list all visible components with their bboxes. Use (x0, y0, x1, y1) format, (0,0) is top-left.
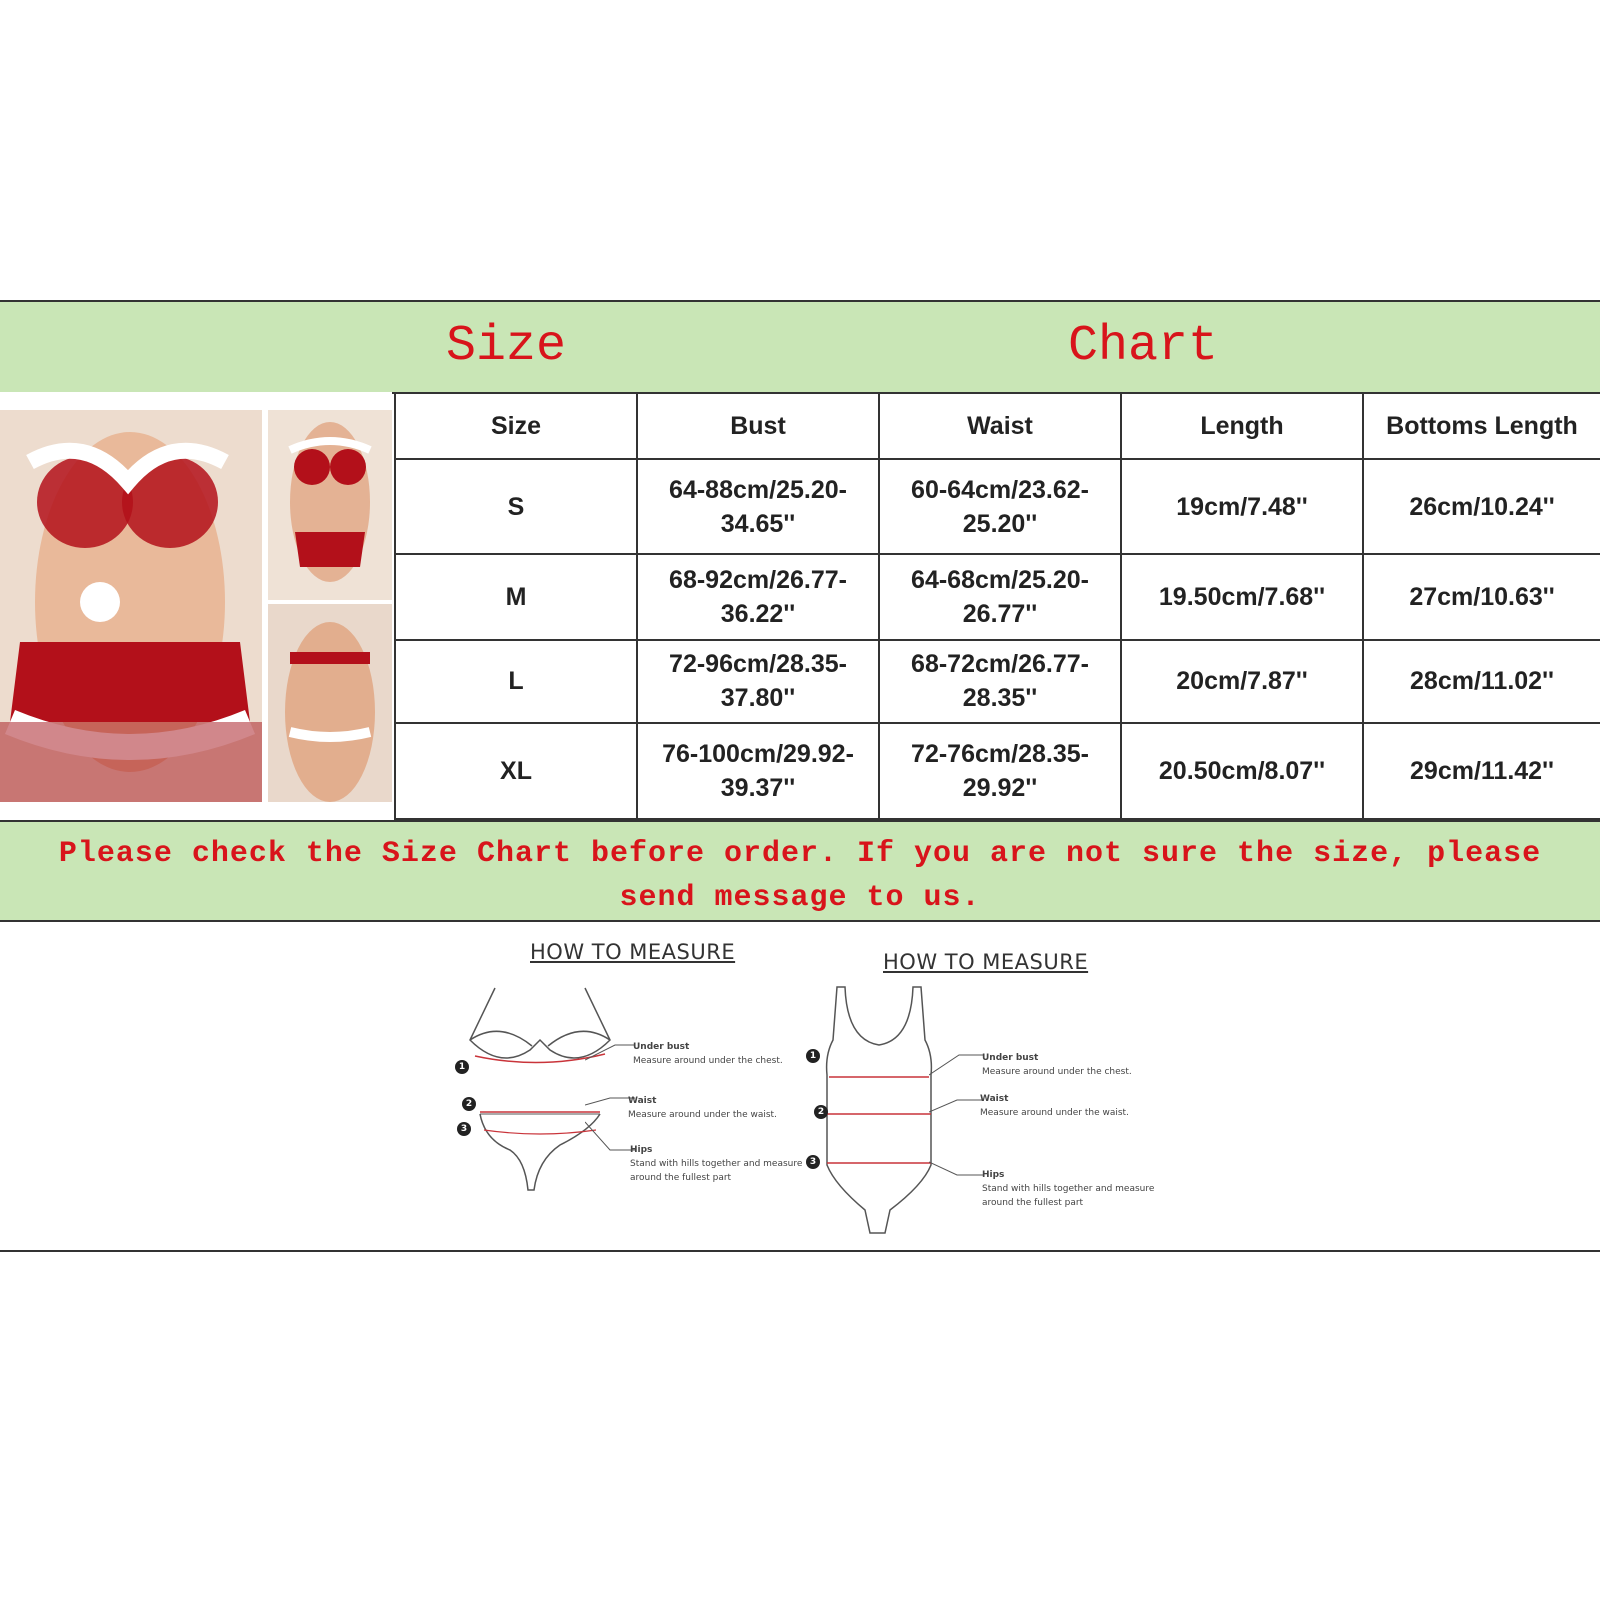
annotation-hips-desc: Stand with hills together and measure around the fullest part (982, 1184, 1155, 1208)
cell-bottoms-length: 26cm/10.24'' (1363, 459, 1600, 553)
annotation-under-bust-desc: Measure around under the chest. (982, 1067, 1132, 1077)
cell-bust: 68-92cm/26.77-36.22'' (637, 554, 879, 640)
annotation-hips-right (982, 1168, 1167, 1210)
cell-bottoms-length: 28cm/11.02'' (1363, 640, 1600, 722)
badge-2-icon: 2 (462, 1097, 476, 1111)
cell-bust: 76-100cm/29.92-39.37'' (637, 723, 879, 820)
annotation-hips-desc: Stand with hills together and measure around the fullest part (630, 1159, 803, 1183)
title-band (0, 300, 1600, 394)
cell-waist: 72-76cm/28.35-29.92'' (879, 723, 1121, 820)
annotation-under-bust-label: Under bust (633, 1042, 690, 1052)
table-row (395, 723, 1600, 820)
annotation-hips-label: Hips (982, 1170, 1005, 1180)
annotation-waist-right (980, 1092, 1180, 1120)
annotation-under-bust-desc: Measure around under the chest. (633, 1056, 783, 1066)
annotation-under-bust-right (982, 1051, 1182, 1079)
title-size-word: Size (446, 318, 567, 375)
cell-waist: 68-72cm/26.77-28.35'' (879, 640, 1121, 722)
header-size: Size (395, 393, 637, 459)
badge-3-icon: 3 (806, 1155, 820, 1169)
cell-length: 20cm/7.87'' (1121, 640, 1363, 722)
cell-size: S (395, 459, 637, 553)
annotation-hips-left (630, 1143, 810, 1185)
product-photo (0, 392, 392, 820)
product-photo-graphic (0, 392, 392, 820)
cell-waist: 60-64cm/23.62-25.20'' (879, 459, 1121, 553)
annotation-waist-desc: Measure around under the waist. (628, 1110, 777, 1120)
badge-1-icon: 1 (806, 1049, 820, 1063)
bodysuit-diagram (815, 985, 945, 1235)
cell-length: 20.50cm/8.07'' (1121, 723, 1363, 820)
annotation-under-bust-label: Under bust (982, 1053, 1039, 1063)
cell-length: 19.50cm/7.68'' (1121, 554, 1363, 640)
header-bottoms-length: Bottoms Length (1363, 393, 1600, 459)
cell-length: 19cm/7.48'' (1121, 459, 1363, 553)
badge-2-icon: 2 (814, 1105, 828, 1119)
annotation-waist-label: Waist (628, 1096, 657, 1106)
measure-title-left: HOW TO MEASURE (530, 940, 736, 964)
cell-bottoms-length: 27cm/10.63'' (1363, 554, 1600, 640)
annotation-waist-desc: Measure around under the waist. (980, 1108, 1129, 1118)
title-chart-word: Chart (1068, 318, 1219, 375)
table-header-row (395, 393, 1600, 459)
cell-bust: 64-88cm/25.20-34.65'' (637, 459, 879, 553)
cell-bottoms-length: 29cm/11.42'' (1363, 723, 1600, 820)
annotation-under-bust-left (633, 1040, 833, 1068)
measure-title-right: HOW TO MEASURE (883, 950, 1089, 974)
annotation-waist-label: Waist (980, 1094, 1009, 1104)
cell-bust: 72-96cm/28.35-37.80'' (637, 640, 879, 722)
annotation-hips-label: Hips (630, 1145, 653, 1155)
annotation-waist-left (628, 1094, 828, 1122)
table-row (395, 640, 1600, 722)
badge-1-icon: 1 (455, 1060, 469, 1074)
size-table (394, 392, 1600, 820)
badge-3-icon: 3 (457, 1122, 471, 1136)
table-row (395, 459, 1600, 553)
table-row (395, 554, 1600, 640)
cell-size: XL (395, 723, 637, 820)
bottom-divider (0, 1250, 1600, 1252)
notice-band (0, 820, 1600, 922)
leader-lines-right (929, 1050, 984, 1180)
cell-waist: 64-68cm/25.20-26.77'' (879, 554, 1121, 640)
notice-text: Please check the Size Chart before order. If you are not sure the size, please send message to us. (58, 837, 1542, 915)
header-length: Length (1121, 393, 1363, 459)
cell-size: M (395, 554, 637, 640)
cell-size: L (395, 640, 637, 722)
header-bust: Bust (637, 393, 879, 459)
header-waist: Waist (879, 393, 1121, 459)
